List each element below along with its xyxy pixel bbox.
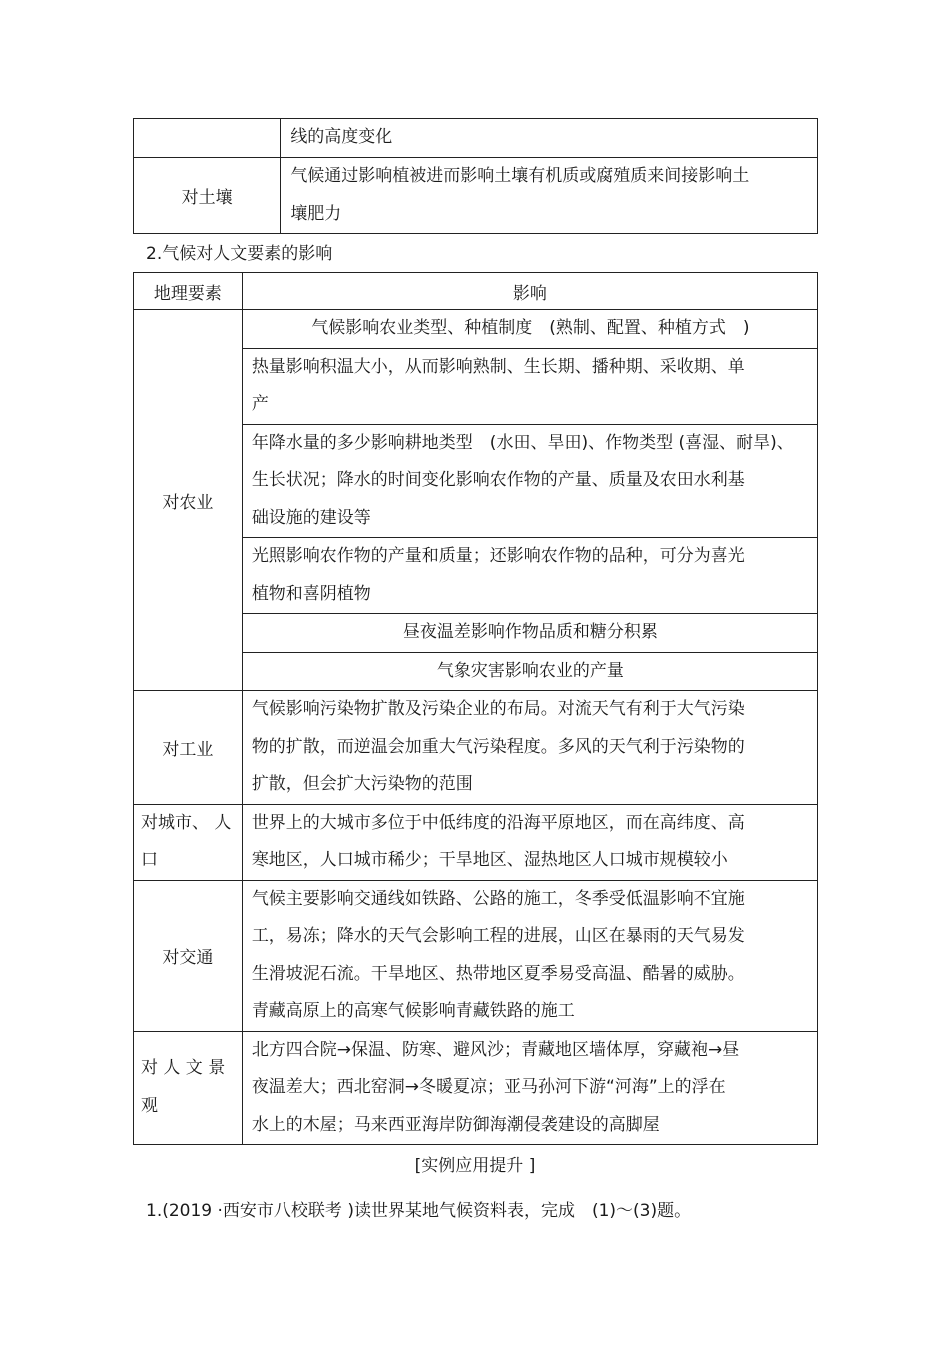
table-header-row <box>134 273 818 310</box>
header-factor: 地理要素 <box>134 273 243 310</box>
text-line: 昼夜温差影响作物品质和糖分积累 <box>402 622 658 642</box>
table-row <box>134 158 818 234</box>
text-line: 世界上的大城市多位于中低纬度的沿海平原地区，而在高纬度、高 <box>251 812 745 833</box>
text-line: 气候通过影响植被进而影响土壤有机质或腐殖质来间接影响土 <box>290 166 750 186</box>
climate-natural-table-continuation <box>133 118 818 234</box>
text-line: 水上的木屋；马来西亚海岸防御海潮侵袭建设的高脚屋 <box>251 1114 660 1135</box>
label-line: 口 <box>141 850 158 870</box>
table-row <box>134 880 818 1031</box>
row-label-transport: 对交通 <box>134 880 243 1031</box>
label-line: 对城市、 人 <box>141 812 232 833</box>
row-content <box>242 691 817 805</box>
agri-item <box>242 614 817 653</box>
climate-human-factors-table <box>133 272 818 1145</box>
text-line: 生长状况；降水的时间变化影响农作物的产量、质量及农田水利基 <box>251 470 745 490</box>
text-line: 线的高度变化 <box>290 127 393 148</box>
table-row <box>134 310 818 349</box>
row-label-cultural-landscape <box>134 1031 243 1145</box>
agri-item <box>242 652 817 691</box>
text-line: 热量影响积温大小，从而影响熟制、生长期、播种期、采收期、单 <box>251 356 745 377</box>
question-1: 1.(2019 ·西安市八校联考 )读世界某地气候资料表，完成 (1)～(3)题。 <box>146 1201 692 1221</box>
row-content <box>281 158 818 234</box>
table-row <box>134 691 818 805</box>
text-line: 础设施的建设等 <box>251 507 371 528</box>
text-line: 北方四合院→保温、防寒、避风沙；青藏地区墙体厚，穿藏袍→昼 <box>251 1039 740 1060</box>
text-line: 产 <box>251 394 269 414</box>
agri-item <box>242 348 817 424</box>
text-line: 夜温差大；西北窑洞→冬暖夏凉；亚马孙河下游“河海”上的浮在 <box>251 1077 726 1097</box>
row-label-soil: 对土壤 <box>134 158 281 234</box>
row-label <box>134 119 281 158</box>
text-line: 寒地区，人口城市稀少；干旱地区、湿热地区人口城市规模较小 <box>251 850 728 870</box>
text-line: 生滑坡泥石流。干旱地区、热带地区夏季易受高温、酷暑的威胁。 <box>251 963 745 984</box>
text-line: 光照影响农作物的产量和质量；还影响农作物的品种，可分为喜光 <box>251 546 745 566</box>
row-label-city-population <box>134 804 243 880</box>
row-content <box>242 804 817 880</box>
text-line: 气候主要影响交通线如铁路、公路的施工，冬季受低温影响不宜施 <box>251 888 745 909</box>
row-label-agriculture: 对农业 <box>134 310 243 691</box>
text-line: 青藏高原上的高寒气候影响青藏铁路的施工 <box>251 1001 575 1021</box>
text-line: 扩散，但会扩大污染物的范围 <box>251 774 473 794</box>
agri-item <box>242 310 817 349</box>
header-impact: 影响 <box>242 273 817 310</box>
row-content <box>242 880 817 1031</box>
row-label-industry: 对工业 <box>134 691 243 805</box>
text-line: 工，易冻；降水的天气会影响工程的进展，山区在暴雨的天气易发 <box>251 926 745 946</box>
text-line: 气候影响污染物扩散及污染企业的布局。对流天气有利于大气污染 <box>251 699 745 719</box>
label-line: 观 <box>141 1095 158 1116</box>
agri-item <box>242 538 817 614</box>
label-line: 对 人 文 景 <box>141 1058 226 1079</box>
agri-item <box>242 424 817 538</box>
section-heading: 2.气候对人文要素的影响 <box>146 244 333 264</box>
text-line: 壤肥力 <box>290 203 342 224</box>
text-line: 气象灾害影响农业的产量 <box>436 660 624 681</box>
text-line: 年降水量的多少影响耕地类型 (水田、旱田)、作物类型 (喜湿、耐旱)、 <box>251 432 794 453</box>
row-content <box>242 1031 817 1145</box>
table-row <box>134 1031 818 1145</box>
table-row <box>134 804 818 880</box>
practice-section-title: [实例应用提升 ] <box>414 1156 536 1176</box>
text-line: 物的扩散，而逆温会加重大气污染程度。多风的天气利于污染物的 <box>251 736 745 757</box>
table-row <box>134 119 818 158</box>
text-line: 植物和喜阴植物 <box>251 583 371 604</box>
text-line: 气候影响农业类型、种植制度 (熟制、配置、种植方式 ) <box>311 318 750 338</box>
row-content <box>281 119 818 158</box>
